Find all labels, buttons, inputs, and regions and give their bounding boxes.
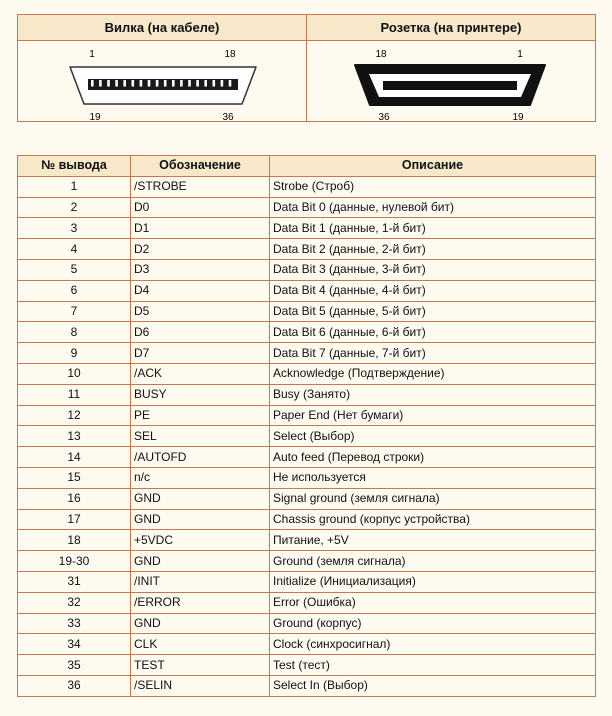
table-row (18, 363, 596, 384)
header-designation: Обозначение (131, 156, 270, 177)
description-cell: Auto feed (Перевод строки) (270, 447, 596, 468)
pin-number-cell: 8 (18, 322, 131, 343)
description-cell: Acknowledge (Подтверждение) (270, 363, 596, 384)
description-cell: Test (тест) (270, 655, 596, 676)
pin-number-cell: 12 (18, 405, 131, 426)
pin-number-cell: 19-30 (18, 551, 131, 572)
description-cell: Chassis ground (корпус устройства) (270, 509, 596, 530)
description-cell: Error (Ошибка) (270, 592, 596, 613)
pin-number-cell: 17 (18, 509, 131, 530)
designation-cell: /INIT (131, 571, 270, 592)
designation-cell: +5VDC (131, 530, 270, 551)
plug-contact (91, 80, 94, 87)
header-description: Описание (270, 156, 596, 177)
description-cell: Signal ground (земля сигнала) (270, 488, 596, 509)
designation-cell: GND (131, 613, 270, 634)
pin-number-cell: 18 (18, 530, 131, 551)
designation-cell: /SELIN (131, 675, 270, 696)
socket-connector-diagram (307, 41, 595, 121)
designation-cell: /STROBE (131, 176, 270, 197)
plug-connector-diagram (18, 41, 306, 121)
table-row (18, 488, 596, 509)
plug-pin-bottom-left: 19 (89, 112, 101, 121)
socket-pin-bottom-right: 19 (512, 112, 524, 121)
description-cell: Busy (Занято) (270, 384, 596, 405)
pin-number-cell: 3 (18, 218, 131, 239)
plug-diagram-cell (18, 41, 307, 122)
description-cell: Select In (Выбор) (270, 675, 596, 696)
table-row (18, 551, 596, 572)
plug-contact-strip (88, 79, 238, 90)
plug-contact (213, 80, 216, 87)
designation-cell: D4 (131, 280, 270, 301)
plug-title: Вилка (на кабеле) (18, 15, 307, 41)
designation-cell: GND (131, 509, 270, 530)
designation-cell: /ACK (131, 363, 270, 384)
table-row (18, 259, 596, 280)
table-row (18, 343, 596, 364)
table-row (18, 426, 596, 447)
plug-contact (221, 80, 224, 87)
table-row (18, 280, 596, 301)
pin-number-cell: 2 (18, 197, 131, 218)
table-row (18, 239, 596, 260)
pin-number-cell: 16 (18, 488, 131, 509)
plug-pin-top-left: 1 (89, 49, 95, 60)
plug-contact (172, 80, 175, 87)
description-cell: Data Bit 1 (данные, 1-й бит) (270, 218, 596, 239)
table-row (18, 509, 596, 530)
designation-cell: BUSY (131, 384, 270, 405)
designation-cell: /AUTOFD (131, 447, 270, 468)
table-row (18, 301, 596, 322)
pin-number-cell: 13 (18, 426, 131, 447)
designation-cell: D0 (131, 197, 270, 218)
designation-cell: GND (131, 488, 270, 509)
socket-pin-bottom-left: 36 (378, 112, 390, 121)
socket-contact-bar (383, 81, 517, 90)
table-row (18, 592, 596, 613)
designation-cell: D3 (131, 259, 270, 280)
socket-pin-top-right: 1 (517, 49, 523, 60)
socket-title: Розетка (на принтере) (307, 15, 596, 41)
table-row (18, 675, 596, 696)
plug-contact (148, 80, 151, 87)
pin-number-cell: 10 (18, 363, 131, 384)
designation-cell: /ERROR (131, 592, 270, 613)
designation-cell: D7 (131, 343, 270, 364)
plug-pin-bottom-right: 36 (222, 112, 234, 121)
description-cell: Питание, +5V (270, 530, 596, 551)
pin-number-cell: 1 (18, 176, 131, 197)
plug-contact (115, 80, 118, 87)
plug-contact (164, 80, 167, 87)
pin-number-cell: 33 (18, 613, 131, 634)
designation-cell: PE (131, 405, 270, 426)
description-cell: Data Bit 7 (данные, 7-й бит) (270, 343, 596, 364)
plug-contact (107, 80, 110, 87)
designation-cell: D1 (131, 218, 270, 239)
plug-contact (188, 80, 191, 87)
description-cell: Clock (синхросигнал) (270, 634, 596, 655)
pin-number-cell: 9 (18, 343, 131, 364)
pin-number-cell: 14 (18, 447, 131, 468)
designation-cell: n/c (131, 467, 270, 488)
table-row (18, 405, 596, 426)
description-cell: Ground (корпус) (270, 613, 596, 634)
plug-contact (140, 80, 143, 87)
table-row (18, 613, 596, 634)
connector-table (17, 14, 596, 122)
designation-cell: D6 (131, 322, 270, 343)
designation-cell: D5 (131, 301, 270, 322)
pin-number-cell: 7 (18, 301, 131, 322)
pin-number-cell: 35 (18, 655, 131, 676)
table-row (18, 176, 596, 197)
table-row (18, 571, 596, 592)
pin-number-cell: 6 (18, 280, 131, 301)
pin-number-cell: 15 (18, 467, 131, 488)
designation-cell: CLK (131, 634, 270, 655)
plug-contact (180, 80, 183, 87)
description-cell: Data Bit 4 (данные, 4-й бит) (270, 280, 596, 301)
plug-contact (123, 80, 126, 87)
plug-contact (132, 80, 135, 87)
table-row (18, 322, 596, 343)
pin-number-cell: 11 (18, 384, 131, 405)
description-cell: Не используется (270, 467, 596, 488)
description-cell: Data Bit 6 (данные, 6-й бит) (270, 322, 596, 343)
description-cell: Data Bit 3 (данные, 3-й бит) (270, 259, 596, 280)
table-row (18, 467, 596, 488)
table-row (18, 384, 596, 405)
table-row (18, 530, 596, 551)
plug-pin-top-right: 18 (224, 49, 236, 60)
table-row (18, 655, 596, 676)
pin-number-cell: 36 (18, 675, 131, 696)
pin-number-cell: 31 (18, 571, 131, 592)
plug-contact (204, 80, 207, 87)
description-cell: Select (Выбор) (270, 426, 596, 447)
socket-diagram-cell (307, 41, 596, 122)
pinout-header-row (18, 156, 596, 177)
plug-contact (99, 80, 102, 87)
table-row (18, 447, 596, 468)
designation-cell: SEL (131, 426, 270, 447)
designation-cell: GND (131, 551, 270, 572)
pin-number-cell: 32 (18, 592, 131, 613)
plug-contact (196, 80, 199, 87)
description-cell: Ground (земля сигнала) (270, 551, 596, 572)
header-pin-number: № вывода (18, 156, 131, 177)
description-cell: Paper End (Нет бумаги) (270, 405, 596, 426)
description-cell: Data Bit 5 (данные, 5-й бит) (270, 301, 596, 322)
socket-pin-top-left: 18 (375, 49, 387, 60)
pin-number-cell: 4 (18, 239, 131, 260)
description-cell: Data Bit 0 (данные, нулевой бит) (270, 197, 596, 218)
description-cell: Data Bit 2 (данные, 2-й бит) (270, 239, 596, 260)
table-row (18, 218, 596, 239)
pinout-table (17, 155, 596, 697)
table-row (18, 634, 596, 655)
description-cell: Strobe (Строб) (270, 176, 596, 197)
description-cell: Initialize (Инициализация) (270, 571, 596, 592)
designation-cell: D2 (131, 239, 270, 260)
designation-cell: TEST (131, 655, 270, 676)
plug-contact (156, 80, 159, 87)
pin-number-cell: 5 (18, 259, 131, 280)
plug-contact (229, 80, 232, 87)
table-row (18, 197, 596, 218)
pin-number-cell: 34 (18, 634, 131, 655)
